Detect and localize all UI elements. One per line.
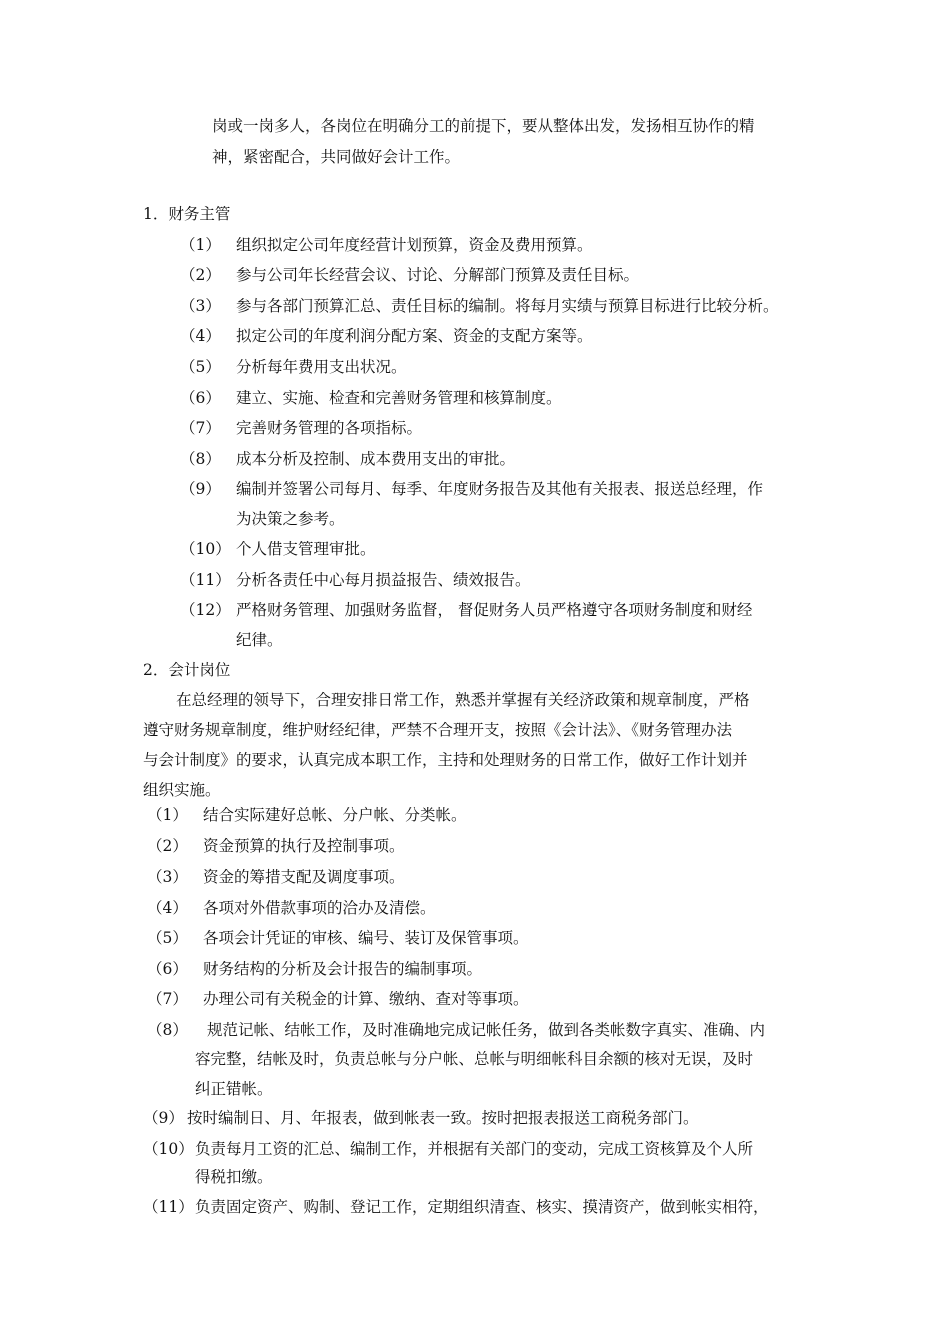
s2-item-1-text: 结合实际建好总帐、分户帐、分类帐。 — [203, 806, 467, 824]
s1-item-10-number: （10） — [180, 540, 231, 558]
s2-item-1-number: （1） — [147, 806, 188, 824]
s1-item-3-text: 参与各部门预算汇总、责任目标的编制。将每月实绩与预算目标进行比较分析。 — [236, 297, 779, 315]
s1-item-2-number: （2） — [180, 266, 221, 284]
s2-item-4-text: 各项对外借款事项的洽办及清偿。 — [203, 899, 436, 917]
s1-item-7-number: （7） — [180, 419, 221, 437]
s1-item-5-text: 分析每年费用支出状况。 — [236, 358, 407, 376]
s1-item-5-number: （5） — [180, 358, 221, 376]
s2-item-10-number: （10） — [143, 1140, 194, 1158]
intro-line-1: 岗或一岗多人，各岗位在明确分工的前提下，要从整体出发，发扬相互协作的精 — [212, 117, 755, 135]
s2-item-3-number: （3） — [147, 868, 188, 886]
s1-item-1-text: 组织拟定公司年度经营计划预算，资金及费用预算。 — [236, 236, 593, 254]
s2-item-7-text: 办理公司有关税金的计算、缴纳、查对等事项。 — [203, 990, 529, 1008]
s2-item-2-number: （2） — [147, 837, 188, 855]
s1-item-11-text: 分析各责任中心每月损益报告、绩效报告。 — [236, 571, 531, 589]
s2-item-5-text: 各项会计凭证的审核、编号、装订及保管事项。 — [203, 929, 529, 947]
s2-item-8-text-line-1: 规范记帐、结帐工作，及时准确地完成记帐任务，做到各类帐数字真实、准确、内 — [207, 1021, 766, 1039]
s2-paragraph-line-2: 遵守财务规章制度，维护财经纪律，严禁不合理开支，按照《会计法》、《财务管理办法 — [143, 721, 733, 739]
s2-item-11-number: （11） — [143, 1198, 194, 1216]
s2-item-10-text-line-2: 得税扣缴。 — [195, 1168, 273, 1186]
s1-item-6-text: 建立、实施、检查和完善财务管理和核算制度。 — [236, 389, 562, 407]
s1-item-3-number: （3） — [180, 297, 221, 315]
s2-item-6-number: （6） — [147, 960, 188, 978]
s1-item-12-text-line-2: 纪律。 — [236, 631, 283, 649]
s2-item-10-text-line-1: 负责每月工资的汇总、编制工作，并根据有关部门的变动，完成工资核算及个人所 — [195, 1140, 754, 1158]
s2-item-9-text: 按时编制日、月、年报表，做到帐表一致。按时把报表报送工商税务部门。 — [187, 1109, 699, 1127]
s1-item-9-text-line-2: 为决策之参考。 — [236, 510, 345, 528]
s1-item-8-text: 成本分析及控制、成本费用支出的审批。 — [236, 450, 516, 468]
s1-item-4-number: （4） — [180, 327, 221, 345]
s1-item-4-text: 拟定公司的年度利润分配方案、资金的支配方案等。 — [236, 327, 593, 345]
s1-item-12-text-line-1: 严格财务管理、加强财务监督， 督促财务人员严格遵守各项财务制度和财经 — [236, 601, 753, 619]
s1-item-9-number: （9） — [180, 480, 221, 498]
s2-item-3-text: 资金的筹措支配及调度事项。 — [203, 868, 405, 886]
s1-item-1-number: （1） — [180, 236, 221, 254]
s1-item-6-number: （6） — [180, 389, 221, 407]
s1-item-12-number: （12） — [180, 601, 231, 619]
intro-line-2: 神，紧密配合，共同做好会计工作。 — [212, 148, 461, 166]
s1-item-7-text: 完善财务管理的各项指标。 — [236, 419, 423, 437]
section-2-heading: 2．会计岗位 — [143, 661, 231, 679]
s2-item-8-text-line-2: 容完整，结帐及时，负责总帐与分户帐、总帐与明细帐科目余额的核对无误，及时 — [195, 1050, 754, 1068]
s2-item-2-text: 资金预算的执行及控制事项。 — [203, 837, 405, 855]
section-1-heading: 1．财务主管 — [143, 205, 231, 223]
s2-item-8-text-line-3: 纠正错帐。 — [195, 1080, 273, 1098]
s2-paragraph-line-3: 与会计制度》的要求，认真完成本职工作，主持和处理财务的日常工作，做好工作计划并 — [143, 751, 748, 769]
s2-item-11-text: 负责固定资产、购制、登记工作，定期组织清查、核实、摸清资产，做到帐实相符， — [195, 1198, 769, 1216]
s2-item-5-number: （5） — [147, 929, 188, 947]
s1-item-10-text: 个人借支管理审批。 — [236, 540, 376, 558]
s1-item-2-text: 参与公司年长经营会议、讨论、分解部门预算及责任目标。 — [236, 266, 640, 284]
s2-item-7-number: （7） — [147, 990, 188, 1008]
s2-item-4-number: （4） — [147, 899, 188, 917]
s2-item-9-number: （9） — [143, 1109, 184, 1127]
s1-item-8-number: （8） — [180, 450, 221, 468]
s1-item-11-number: （11） — [180, 571, 231, 589]
s2-item-6-text: 财务结构的分析及会计报告的编制事项。 — [203, 960, 483, 978]
s2-paragraph-line-4: 组织实施。 — [143, 781, 221, 799]
s2-item-8-number: （8） — [147, 1021, 188, 1039]
s2-paragraph-line-1: 在总经理的领导下，合理安排日常工作，熟悉并掌握有关经济政策和规章制度，严格 — [176, 691, 750, 709]
s1-item-9-text-line-1: 编制并签署公司每月、每季、年度财务报告及其他有关报表、报送总经理，作 — [236, 480, 764, 498]
